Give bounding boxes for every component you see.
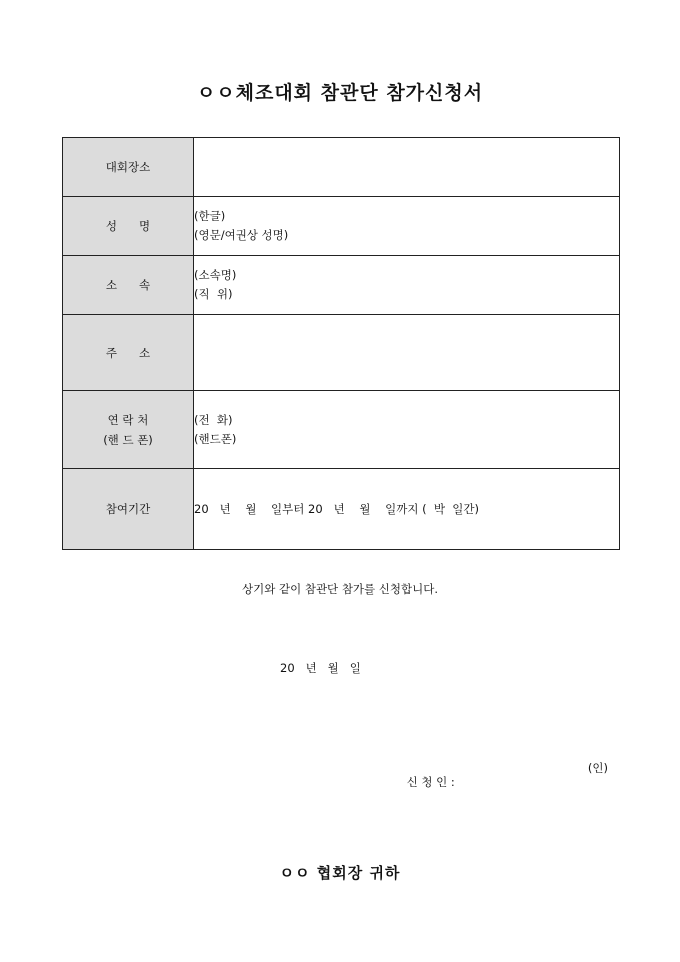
name-english-hint: (영문/여권상 성명) <box>194 228 289 242</box>
seal-mark[interactable]: (인) <box>587 761 608 775</box>
document-title: ㅇㅇ체조대회 참관단 참가신청서 <box>196 82 484 104</box>
affiliation-name-hint: (소속명) <box>194 268 237 282</box>
addressee: ㅇㅇ 협회장 귀하 <box>279 864 401 882</box>
value-affiliation[interactable] <box>194 256 620 315</box>
contact-label-line2: (핸 드 폰) <box>103 432 153 447</box>
row-affiliation <box>63 256 620 315</box>
row-contact <box>63 391 620 469</box>
row-period <box>63 469 620 550</box>
value-contact[interactable] <box>194 391 620 469</box>
row-name <box>63 197 620 256</box>
value-address[interactable] <box>194 315 620 391</box>
application-statement: 상기와 같이 참관단 참가를 신청합니다. <box>241 582 439 596</box>
period-template: 20 년 월 일부터 20 년 월 일까지 ( 박 일간) <box>194 501 480 516</box>
applicant-signature-line <box>392 760 608 818</box>
label-address: 주 소 <box>63 315 194 391</box>
row-address <box>63 315 620 391</box>
value-period[interactable] <box>194 469 620 550</box>
value-name[interactable] <box>194 197 620 256</box>
row-venue <box>63 138 620 197</box>
value-venue[interactable] <box>194 138 620 197</box>
contact-label-line1: 연 락 처 <box>107 412 149 427</box>
application-date[interactable]: 20 년 월 일 <box>280 661 361 675</box>
phone-hint: (전 화) <box>194 412 233 427</box>
label-period: 참여기간 <box>63 469 194 550</box>
application-table <box>62 137 620 550</box>
applicant-label: 신 청 인 : <box>406 775 455 789</box>
position-hint: (직 위) <box>194 287 233 301</box>
name-korean-hint: (한글) <box>194 209 226 223</box>
label-venue: 대회장소 <box>63 138 194 197</box>
mobile-hint: (핸드폰) <box>194 431 237 446</box>
label-name: 성 명 <box>63 197 194 256</box>
label-contact <box>63 391 194 469</box>
label-affiliation: 소 속 <box>63 256 194 315</box>
